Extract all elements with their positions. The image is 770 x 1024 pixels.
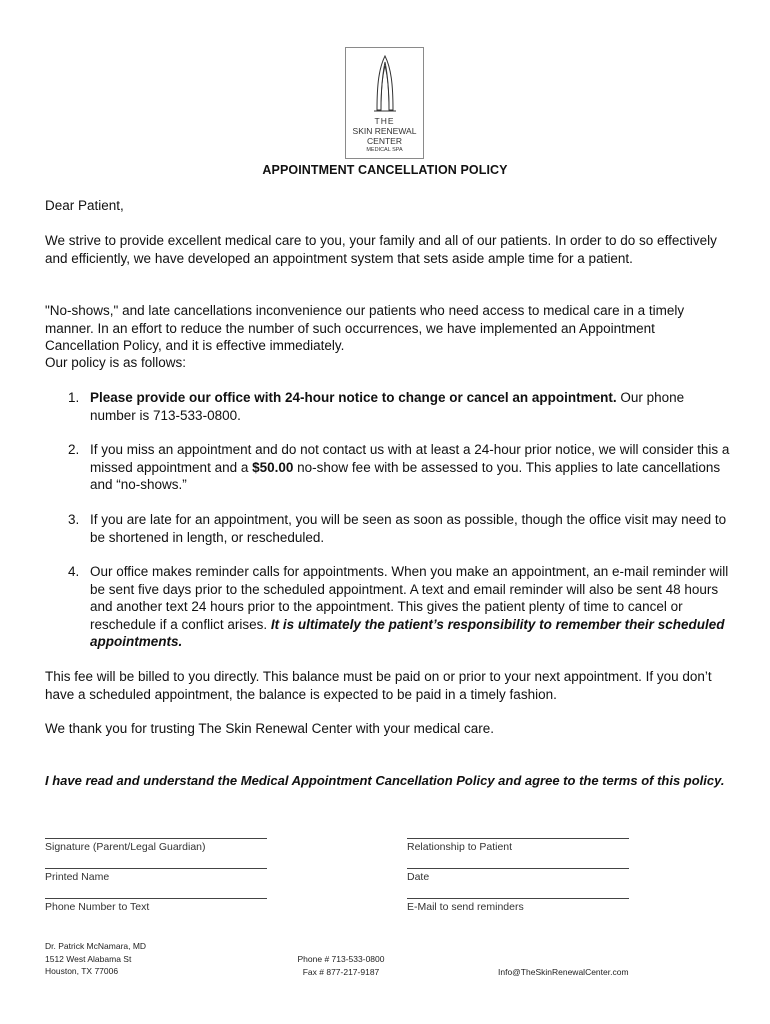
printed-name-line[interactable] bbox=[45, 868, 267, 869]
logo-line-the: THE bbox=[374, 116, 395, 126]
list-number: 2. bbox=[68, 442, 80, 457]
list-text bbox=[90, 441, 730, 494]
fee-amount: $50.00 bbox=[252, 459, 294, 475]
policy-lead: Our policy is as follows: bbox=[45, 355, 187, 370]
footer-fax: Fax # 877-217-9187 bbox=[302, 966, 380, 977]
email-line[interactable] bbox=[407, 898, 629, 899]
signature-line[interactable] bbox=[45, 838, 267, 839]
date-line[interactable] bbox=[407, 868, 629, 869]
logo bbox=[345, 47, 424, 159]
logo-line-medical-spa: MEDICAL SPA bbox=[366, 147, 403, 153]
list-post-text: no-show fee with be assessed to you. This applies to late cancellations and “no-shows.” bbox=[90, 459, 721, 492]
footer-email[interactable]: Info@TheSkinRenewalCenter.com bbox=[498, 967, 629, 977]
signature-label: Signature (Parent/Legal Guardian) bbox=[45, 841, 206, 853]
salutation: Dear Patient, bbox=[45, 198, 124, 213]
phone-line[interactable] bbox=[45, 898, 267, 899]
billing-paragraph: This fee will be billed to you directly. This balance must be paid on or prior to your next appointment. If you don’t have a scheduled appointment, the balance is expected to be paid in a timely fashion. bbox=[45, 669, 712, 702]
list-text bbox=[90, 389, 730, 424]
list-bold-text: Please provide our office with 24-hour notice to change or cancel an appointment. bbox=[90, 390, 617, 405]
intro-paragraph: We strive to provide excellent medical care to you, your family and all of our patients. In order to do so effectively and efficiently, we have developed an appointment system that sets aside ample time for a patient. bbox=[45, 233, 717, 266]
list-body-text: Our office makes reminder calls for appointments. When you make an appointment, an e-mail reminder will be sent five days prior to the scheduled appointment. A text and email reminder will also be sent 48 hours and another text 24 hours prior to the appointment. This gives the patient plenty of time to cancel or reschedule if a conflict arises. bbox=[90, 564, 729, 632]
responsibility-note: It is ultimately the patient’s responsibility to remember their scheduled appointments. bbox=[90, 616, 725, 649]
thanks-paragraph: We thank you for trusting The Skin Renewal Center with your medical care. bbox=[45, 721, 494, 736]
logo-line-skin-renewal: SKIN RENEWAL bbox=[352, 126, 417, 136]
acknowledgement: I have read and understand the Medical Appointment Cancellation Policy and agree to the terms of this policy. bbox=[45, 773, 725, 788]
date-label: Date bbox=[407, 871, 430, 883]
list-rest-text: Our phone number is 713-533-0800. bbox=[90, 390, 685, 423]
list-text bbox=[90, 563, 730, 651]
footer-phone: Phone # 713-533-0800 bbox=[297, 954, 385, 964]
policy-paragraph: "No-shows," and late cancellations inconvenience our patients who need access to medical care in a timely manner. In an effort to reduce the number of such occurrences, we have implemented an Appointment Cancellation Policy, and it is effective immediately. bbox=[45, 303, 685, 353]
list-number: 1. bbox=[68, 390, 80, 405]
list-text: If you are late for an appointment, you will be seen as soon as possible, though the office visit may need to be shortened in length, or rescheduled. bbox=[90, 512, 727, 545]
printed-name-label: Printed Name bbox=[45, 871, 110, 883]
spire-logo-icon bbox=[365, 54, 405, 114]
footer-city: Houston, TX 77006 bbox=[45, 966, 119, 976]
footer-contact bbox=[291, 953, 391, 978]
list-number: 3. bbox=[68, 512, 80, 527]
logo-line-center: CENTER bbox=[367, 136, 402, 146]
relationship-line[interactable] bbox=[407, 838, 629, 839]
list-pre-text: If you miss an appointment and do not contact us with at least a 24-hour prior notice, we will consider this a missed appointment and a bbox=[90, 442, 730, 475]
page-title: APPOINTMENT CANCELLATION POLICY bbox=[262, 163, 508, 177]
footer-street: 1512 West Alabama St bbox=[45, 953, 132, 964]
relationship-label: Relationship to Patient bbox=[407, 841, 513, 853]
list-number: 4. bbox=[68, 564, 80, 579]
phone-label: Phone Number to Text bbox=[45, 901, 150, 913]
footer-address bbox=[45, 940, 146, 978]
footer-doctor: Dr. Patrick McNamara, MD bbox=[45, 941, 147, 951]
email-label: E-Mail to send reminders bbox=[407, 901, 524, 913]
